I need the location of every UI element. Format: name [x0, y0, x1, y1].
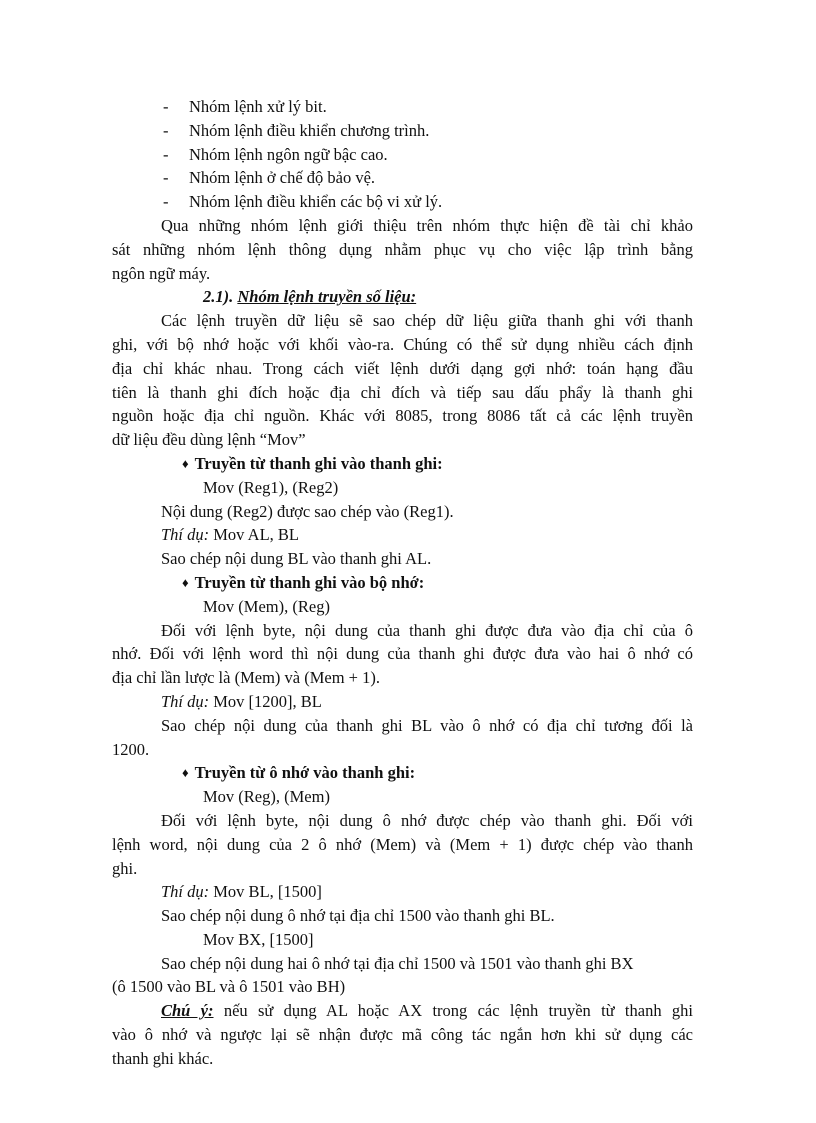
example-label: Thí dụ:	[161, 525, 210, 545]
intro-paragraph-line: Qua những nhóm lệnh giới thiệu trên nhóm thực hiện đề tài chỉ khảo	[161, 215, 693, 235]
intro-paragraph-line: ngôn ngữ máy.	[112, 263, 211, 283]
example-label: Thí dụ:	[161, 882, 210, 902]
section-paragraph-line: dữ liệu đều dùng lệnh “Mov”	[112, 430, 306, 450]
list-item: - Nhóm lệnh ngôn ngữ bậc cao.	[163, 144, 388, 164]
list-item: - Nhóm lệnh điều khiển các bộ vi xử lý.	[163, 192, 443, 212]
description-line: Nội dung (Reg2) được sao chép vào (Reg1).	[161, 501, 454, 521]
example-description: Sao chép nội dung của thanh ghi BL vào ô nhớ có địa chỉ tương đối là	[161, 715, 693, 735]
section-number: 2.1).	[203, 287, 234, 307]
example-description: 1200.	[112, 739, 150, 759]
section-title: Nhóm lệnh truyền số liệu:	[237, 287, 417, 307]
section-paragraph-line: tiên là thanh ghi đích hoặc địa chỉ đích và tiếp sau dấu phẩy là thanh ghi	[112, 382, 693, 402]
example-description: (ô 1500 vào BL và ô 1501 vào BH)	[112, 977, 346, 997]
section-heading	[112, 285, 693, 309]
example-line: Thí dụ: Mov BL, [1500]	[161, 882, 322, 902]
document-page	[112, 95, 693, 1071]
example-description: Sao chép nội dung BL vào thanh ghi AL.	[161, 549, 432, 569]
note-line: thanh ghi khác.	[112, 1048, 214, 1068]
example-label: Thí dụ:	[161, 691, 210, 711]
diamond-bullet-icon: ♦	[182, 574, 189, 590]
section-paragraph-line: nguồn hoặc địa chỉ nguồn. Khác với 8085, trong 8086 tất cả các lệnh truyền	[112, 406, 693, 426]
list-item: - Nhóm lệnh ở chế độ bảo vệ.	[163, 168, 376, 188]
section-paragraph-line: Các lệnh truyền dữ liệu sẽ sao chép dữ liệu giữa thanh ghi với thanh	[161, 311, 693, 331]
description-line: Đối với lệnh byte, nội dung của thanh ghi được đưa vào địa chỉ của ô	[161, 620, 693, 640]
example-description: Sao chép nội dung ô nhớ tại địa chỉ 1500 vào thanh ghi BL.	[161, 906, 555, 926]
note-line: Chú ý: nếu sử dụng AL hoặc AX trong các lệnh truyền từ thanh ghi	[161, 1001, 693, 1021]
example-line: Thí dụ: Mov [1200], BL	[161, 691, 322, 711]
subheading-reg-to-reg: ♦ Truyền từ thanh ghi vào thanh ghi:	[182, 453, 443, 473]
intro-paragraph-line: sát những nhóm lệnh thông dụng nhằm phục vụ cho việc lập trình bằng	[112, 239, 693, 259]
example-line: Mov BX, [1500]	[203, 929, 314, 949]
section-paragraph-line: ghi, với bộ nhớ hoặc với khối vào-ra. Chúng có thể sử dụng nhiều cách định	[112, 334, 693, 354]
example-description: Sao chép nội dung hai ô nhớ tại địa chỉ 1500 và 1501 vào thanh ghi BX	[161, 953, 634, 973]
description-line: ghi.	[112, 858, 138, 878]
description-line: Đối với lệnh byte, nội dung ô nhớ được chép vào thanh ghi. Đối với	[161, 810, 693, 830]
diamond-bullet-icon: ♦	[182, 455, 189, 471]
syntax-line: Mov (Reg1), (Reg2)	[203, 477, 339, 497]
section-paragraph-line: địa chỉ khác nhau. Trong cách viết lệnh dưới dạng gợi nhớ: toán hạng đầu	[112, 358, 693, 378]
diamond-bullet-icon: ♦	[182, 765, 189, 781]
subheading-reg-to-mem: ♦ Truyền từ thanh ghi vào bộ nhớ:	[182, 572, 425, 592]
syntax-line: Mov (Reg), (Mem)	[203, 787, 330, 807]
example-line: Thí dụ: Mov AL, BL	[161, 525, 299, 545]
list-item: - Nhóm lệnh xử lý bit.	[163, 97, 327, 116]
subheading-mem-to-reg: ♦ Truyền từ ô nhớ vào thanh ghi:	[182, 763, 416, 783]
description-line: địa chỉ lần lược là (Mem) và (Mem + 1).	[112, 668, 380, 688]
description-line: lệnh word, nội dung của 2 ô nhớ (Mem) và (Mem + 1) được chép vào thanh	[112, 834, 693, 854]
note-line: vào ô nhớ và ngược lại sẽ nhận được mã công tác ngắn hơn khi sử dụng các	[112, 1025, 693, 1045]
note-label: Chú ý:	[161, 1001, 214, 1021]
description-line: nhớ. Đối với lệnh word thì nội dung của thanh ghi được đưa vào hai ô nhớ có	[112, 644, 693, 664]
list-item: - Nhóm lệnh điều khiển chương trình.	[163, 120, 430, 140]
syntax-line: Mov (Mem), (Reg)	[203, 596, 330, 616]
